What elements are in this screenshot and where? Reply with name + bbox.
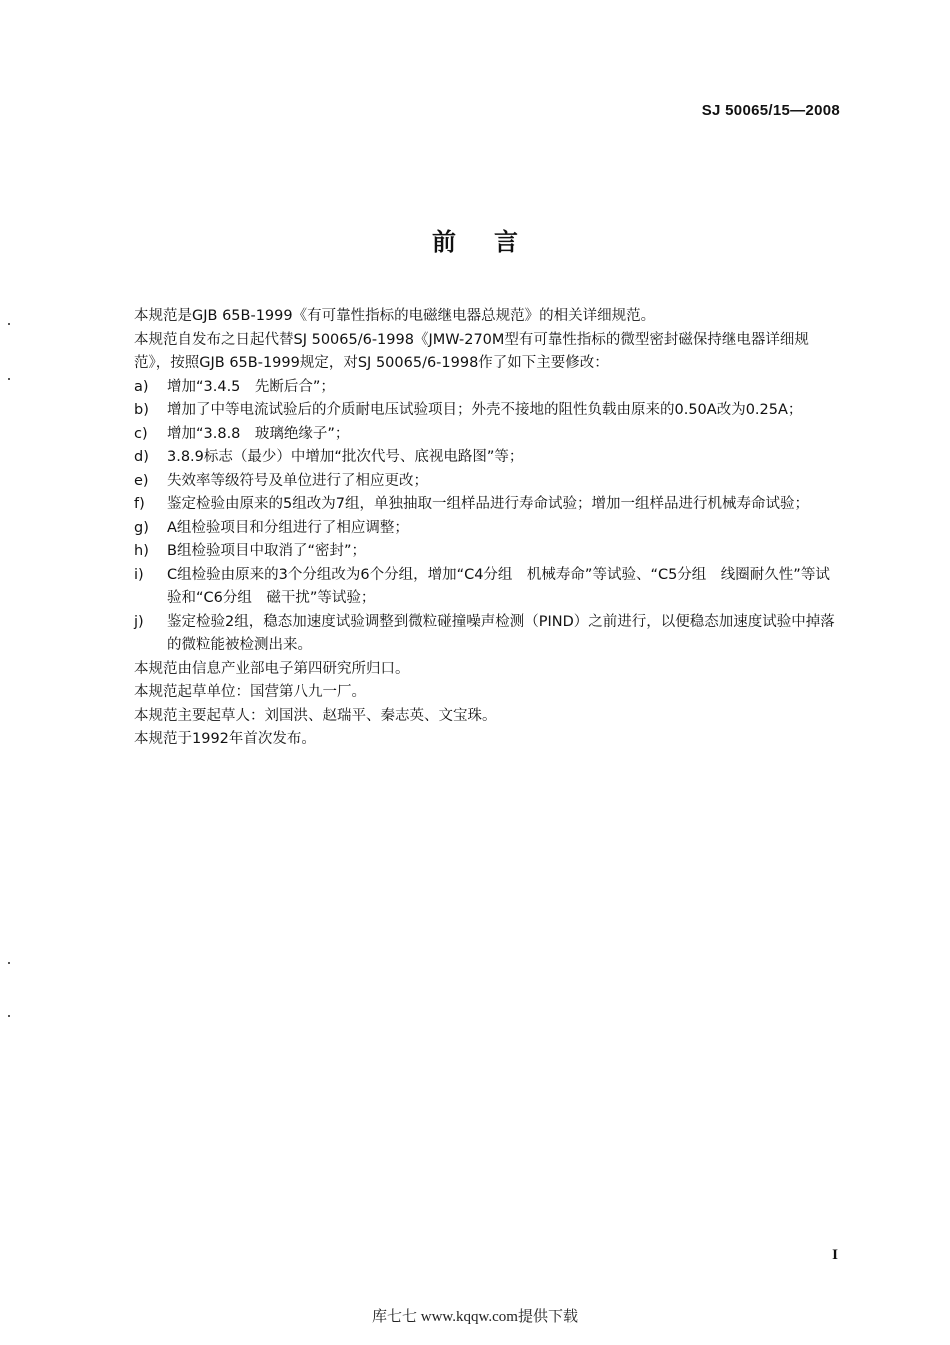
- list-item: [134, 611, 840, 658]
- list-text: C组检验由原来的3个分组改为6个分组，增加“C4分组 机械寿命”等试验、“C5分组 线圈耐久性”等试验和“C6分组 磁干扰”等试验；: [167, 566, 830, 606]
- paragraph-drafting-unit: 本规范起草单位：国营第八九一厂。: [134, 684, 366, 700]
- paragraph-administration: 本规范由信息产业部电子第四研究所归口。: [134, 660, 410, 677]
- list-item: [134, 399, 840, 423]
- list-text: 失效率等级符号及单位进行了相应更改；: [167, 472, 428, 489]
- list-item: [134, 493, 840, 517]
- list-item: [134, 470, 840, 494]
- list-marker: i): [134, 566, 144, 583]
- list-item: [134, 517, 840, 541]
- list-text: B组检验项目中取消了“密封”；: [167, 543, 366, 559]
- list-marker: b): [134, 402, 149, 418]
- list-item: [134, 564, 840, 611]
- list-item: [134, 376, 840, 400]
- scan-speck: [8, 323, 10, 325]
- list-marker: d): [134, 449, 149, 465]
- paragraph-first-issue: 本规范于1992年首次发布。: [134, 731, 316, 747]
- list-text: 增加“3.8.8 玻璃绝缘子”；: [167, 425, 350, 442]
- list-marker: e): [134, 472, 149, 489]
- list-text: 鉴定检验2组，稳态加速度试验调整到微粒碰撞噪声检测（PIND）之前进行，以便稳态加速度试验中掉落的微粒能被检测出来。: [167, 613, 835, 653]
- scan-speck: [8, 962, 10, 964]
- list-text: 3.8.9标志（最少）中增加“批次代号、底视电路图”等；: [167, 449, 524, 465]
- download-footer: 库七七 www.kqqw.com提供下载: [372, 1309, 578, 1325]
- paragraph-replacement: 本规范自发布之日起代替SJ 50065/6-1998《JMW-270M型有可靠性指标的微型密封磁保持继电器详细规范》，按照GJB 65B-1999规定，对SJ 50065/6-1998作了如下主要修改：: [134, 331, 809, 371]
- page-number: I: [832, 1247, 838, 1263]
- list-item: [134, 446, 840, 470]
- list-text: 增加“3.4.5 先断后合”；: [167, 378, 335, 395]
- list-text: 鉴定检验由原来的5组改为7组，单独抽取一组样品进行寿命试验；增加一组样品进行机械寿命试验；: [167, 496, 809, 512]
- list-marker: c): [134, 425, 148, 442]
- paragraph-drafters: 本规范主要起草人：刘国洪、赵瑞平、秦志英、文宝珠。: [134, 707, 497, 724]
- list-text: 增加了中等电流试验后的介质耐电压试验项目；外壳不接地的阻性负载由原来的0.50A改为0.25A；: [167, 402, 803, 418]
- list-marker: a): [134, 378, 149, 395]
- body-text: [134, 305, 840, 752]
- list-marker: f): [134, 496, 145, 512]
- page-title: 前言: [432, 228, 556, 256]
- list-item: [134, 540, 840, 564]
- list-text: A组检验项目和分组进行了相应调整；: [167, 519, 409, 536]
- document-code: SJ 50065/15—2008: [701, 102, 840, 119]
- list-marker: h): [134, 543, 149, 559]
- list-marker: j): [134, 613, 144, 630]
- scan-speck: [8, 1015, 10, 1017]
- list-marker: g): [134, 519, 149, 536]
- scan-speck: [8, 378, 10, 380]
- paragraph-scope: 本规范是GJB 65B-1999《有可靠性指标的电磁继电器总规范》的相关详细规范。: [134, 308, 656, 324]
- list-item: [134, 423, 840, 447]
